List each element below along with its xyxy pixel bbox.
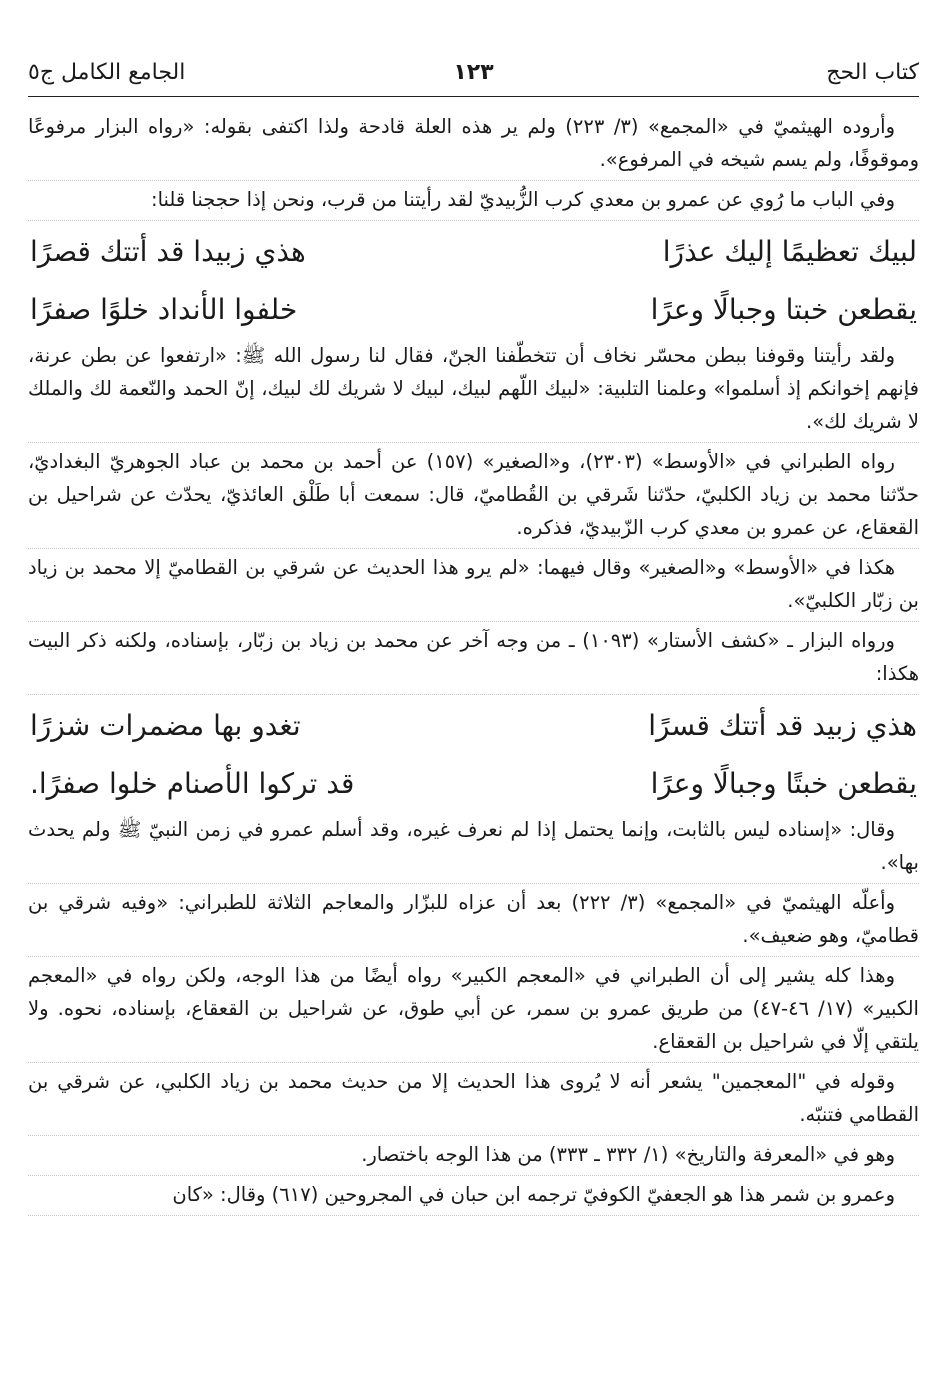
paragraph: وأروده الهيثميّ في «المجمع» (٣/ ٢٢٣) ولم ير هذه العلة قادحة ولذا اكتفى بقوله: «رواه البزار مرفوعًا وموقوفًا، ولم يسم شيخه في المرفوع». — [28, 110, 919, 181]
paragraph: وعمرو بن شمر هذا هو الجعفيّ الكوفيّ ترجمه ابن حبان في المجروحين (٦١٧) وقال: «كان — [28, 1178, 919, 1216]
running-head-section: كتاب الحج — [826, 60, 919, 85]
paragraph: وأعلّه الهيثميّ في «المجمع» (٣/ ٢٢٢) بعد أن عزاه للبزّار والمعاجم الثلاثة للطبراني: «وفيه شرقي بن قطاميّ، وهو ضعيف». — [28, 886, 919, 957]
page-header — [28, 52, 919, 92]
running-head-title: الجامع الكامل ج٥ — [28, 60, 186, 85]
verse-first-hemistich: لبيك تعظيمًا إليك عذرًا — [662, 235, 917, 268]
paragraph: ورواه البزار ـ «كشف الأستار» (١٠٩٣) ـ من وجه آخر عن محمد بن زياد بن زبّار، بإسناده، ولكنه ذكر البيت هكذا: — [28, 624, 919, 695]
verse-first-hemistich: يقطعن خبتًا وجبالًا وعرًا — [650, 767, 917, 800]
header-rule — [28, 96, 919, 97]
poem-verse — [28, 755, 919, 813]
verse-first-hemistich: يقطعن خبتا وجبالًا وعرًا — [650, 293, 917, 326]
paragraph: ولقد رأيتنا وقوفنا ببطن محسّر نخاف أن تتخطّفنا الجنّ، فقال لنا رسول الله ﷺ: «ارتفعوا عن بطن عرنة، فإنهم إخوانكم إذ أسلموا» وعلمنا التلبية: «لبيك اللّهم لبيك، لبيك لا شريك لك لبيك، إنّ الحمد والنّعمة لك والملك لا شريك لك». — [28, 339, 919, 443]
paragraph: وهذا كله يشير إلى أن الطبراني في «المعجم الكبير» رواه أيضًا من هذا الوجه، ولكن رواه في «المعجم الكبير» (١٧/ ٤٦-٤٧) من طريق عمرو بن سمر، عن أبي طوق، عن شراحيل بن القعقاع، بإسناده، نحوه. ولا يلتقي إلّا في شراحيل بن القعقاع. — [28, 959, 919, 1063]
paragraph: وهو في «المعرفة والتاريخ» (١/ ٣٣٢ ـ ٣٣٣) من هذا الوجه باختصار. — [28, 1138, 919, 1176]
paragraph: وقوله في "المعجمين" يشعر أنه لا يُروى هذا الحديث إلا من حديث محمد بن زياد الكلبي، عن شرقي بن القطامي فتنبّه. — [28, 1065, 919, 1136]
page-number: ١٢٣ — [453, 60, 494, 85]
poem-verse — [28, 697, 919, 755]
verse-second-hemistich: هذي زبيدا قد أتتك قصرًا — [30, 235, 306, 268]
verse-second-hemistich: خلفوا الأنداد خلوًا صفرًا — [30, 293, 298, 326]
poem-verse — [28, 223, 919, 281]
verse-second-hemistich: قد تركوا الأصنام خلوا صفرًا. — [30, 767, 355, 800]
paragraph: وفي الباب ما رُوي عن عمرو بن معدي كرب الزُّبيديّ لقد رأيتنا من قرب، ونحن إذا حججنا قلنا: — [28, 183, 919, 221]
paragraph: وقال: «إسناده ليس بالثابت، وإنما يحتمل إذا لم نعرف غيره، وقد أسلم عمرو في زمن النبيّ ﷺ ولم يحدث بها». — [28, 813, 919, 884]
page-body — [28, 110, 919, 1218]
paragraph: هكذا في «الأوسط» و«الصغير» وقال فيهما: «لم يرو هذا الحديث عن شرقي بن القطاميّ إلا محمد بن زياد بن زبّار الكلبيّ». — [28, 551, 919, 622]
verse-second-hemistich: تغدو بها مضمرات شزرًا — [30, 709, 301, 742]
poem-verse — [28, 281, 919, 339]
verse-first-hemistich: هذي زبيد قد أتتك قسرًا — [648, 709, 917, 742]
paragraph: رواه الطبراني في «الأوسط» (٢٣٠٣)، و«الصغير» (١٥٧) عن أحمد بن محمد بن عباد الجوهريّ البغداديّ، حدّثنا محمد بن زياد الكلبيّ، حدّثنا شَرقي بن القُطاميّ، قال: سمعت أبا طَلْق العائذيّ، يحدّث عن شراحيل بن القعقاع، عن عمرو بن معدي كرب الزّبيديّ، فذكره. — [28, 445, 919, 549]
